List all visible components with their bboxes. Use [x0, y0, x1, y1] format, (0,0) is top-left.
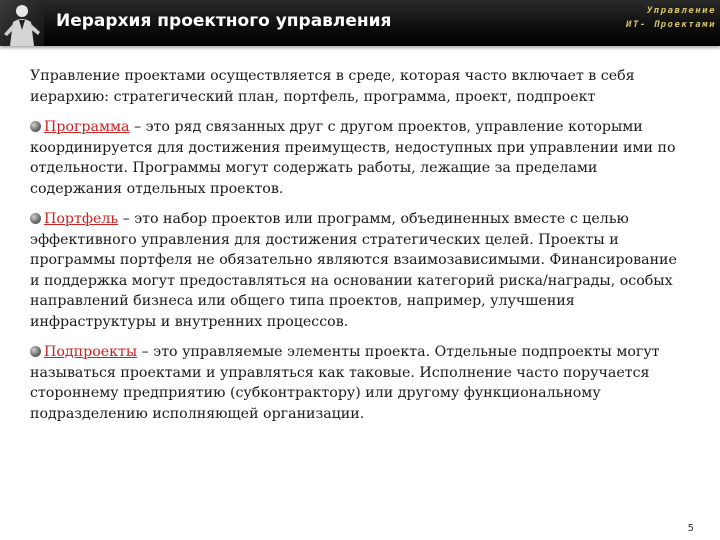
portfolio-paragraph — [30, 209, 690, 332]
sphere-bullet-icon — [30, 213, 41, 224]
tagline-line-2: ИТ- Проектами — [626, 20, 716, 30]
program-paragraph — [30, 117, 690, 199]
portfolio-definition: – это набор проектов или программ, объединенных вместе с целью эффективного управления для достижения стратегических целей. Проекты и программы портфеля не обязательно являются взаимозависимыми. Финансирование и поддержка могут предоставляться на основании категорий риска/награды, особых направлений бизнеса или общего типа проектов, например, улучшения инфраструктуры и внутренних процессов. — [30, 211, 677, 330]
slide-header — [0, 0, 720, 46]
slide-body — [30, 66, 690, 434]
subproject-paragraph — [30, 342, 690, 424]
term-program: Программа — [44, 119, 130, 135]
term-portfolio: Портфель — [44, 211, 119, 227]
term-subprojects: Подпроекты — [44, 344, 138, 360]
sphere-bullet-icon — [30, 346, 41, 357]
page-number: 5 — [687, 523, 694, 534]
tagline-line-1: Управление — [646, 6, 716, 16]
slide-title: Иерархия проектного управления — [56, 11, 392, 31]
subprojects-definition: – это управляемые элементы проекта. Отдельные подпроекты могут называться проектами и управляться как таковые. Исполнение часто поручается стороннему предприятию (субконтрактору) или другому функциональному подразделению исполняющей организации. — [30, 344, 660, 422]
program-definition: – это ряд связанных друг с другом проектов, управление которыми координируется для достижения преимуществ, недоступных при управлении ими по отдельности. Программы могут содержать работы, лежащие за пределами содержания отдельных проектов. — [30, 119, 676, 197]
header-tagline — [616, 4, 716, 32]
intro-paragraph: Управление проектами осуществляется в среде, которая часто включает в себя иерархию: стратегический план, портфель, программа, проект, подпроект — [30, 68, 635, 105]
sphere-bullet-icon — [30, 121, 41, 132]
person-silhouette-icon — [0, 0, 44, 46]
